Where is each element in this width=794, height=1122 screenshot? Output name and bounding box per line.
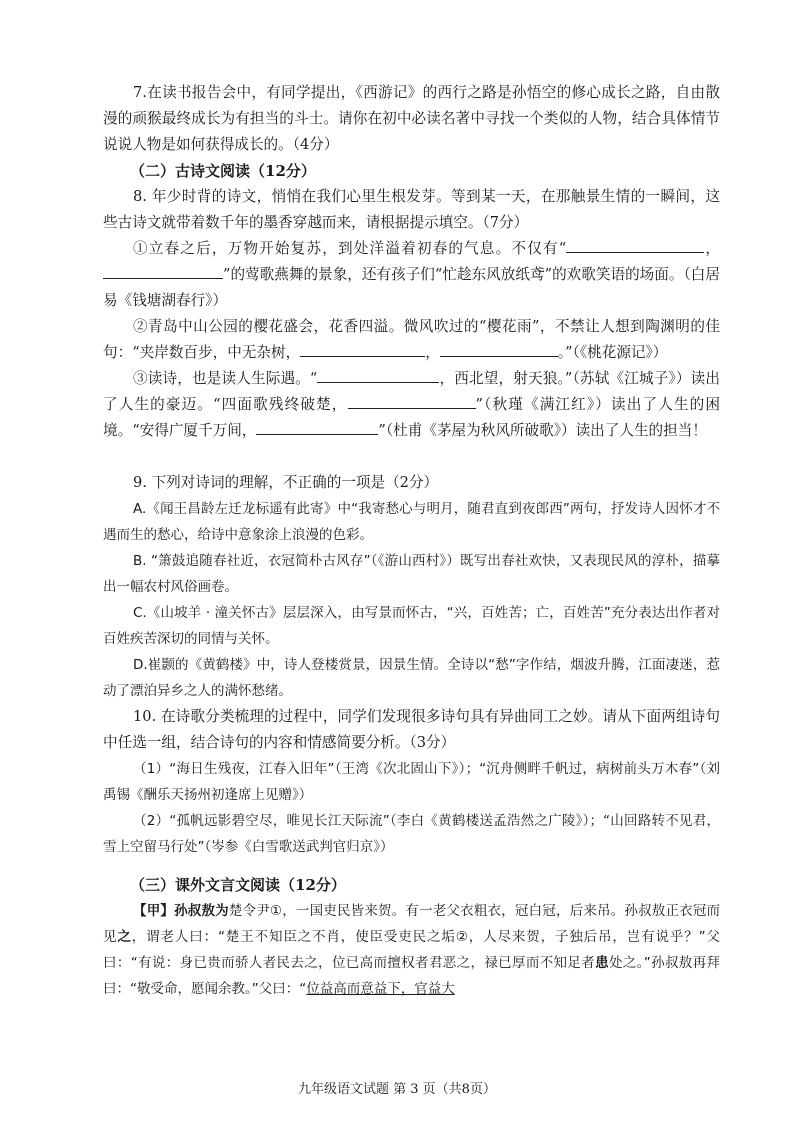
q8-item3-part-b: ，西北望，射天狼。”（苏轼《江城子》）读出了人生的豪迈。“四面歌残终破楚， xyxy=(103,370,720,413)
keyword-huan: 患 xyxy=(595,955,609,971)
q8-item3-part-d: ”（杜甫《茅屋为秋风所破歌》）读出了人生的担当！ xyxy=(378,422,707,439)
answer-blank[interactable] xyxy=(317,366,439,383)
question-9-option-c: C.《山坡羊 · 潼关怀古》层层深入，由写景而怀古，“兴，百姓苦；亡，百姓苦”充分表达出作者对百姓疾苦深切的同情与关怀。 xyxy=(103,605,720,647)
passage-part-a: 【甲】孙叔敖 xyxy=(133,903,216,919)
question-10-stem: 10. 在诗歌分类梳理的过程中，同学们发现很多诗句具有异曲同工之妙。请从下面两组诗句中任选一组，结合诗句的内容和情感简要分析。（3分） xyxy=(103,708,720,751)
passage-part-e: ，谓老人曰：“楚王不知臣之不肖，使臣受吏民之垢②，人尽来贺，子独后吊，岂有说乎？”父曰：“有说：身已贵而骄人者民去之，位已高而擅权者君恶之，禄已厚而不知足者 xyxy=(103,929,721,971)
question-9-stem: 9. 下列对诗词的理解，不正确的一项是（2分） xyxy=(133,474,439,491)
passage-jia xyxy=(103,898,720,1002)
keyword-wei: 为 xyxy=(215,903,229,919)
answer-blank[interactable] xyxy=(103,262,223,279)
question-8-intro xyxy=(103,184,720,236)
answer-blank[interactable] xyxy=(300,340,425,357)
question-8-item-1 xyxy=(103,236,720,314)
answer-blank[interactable] xyxy=(348,392,476,409)
question-7 xyxy=(103,80,720,158)
question-8-intro-text: 8. 年少时背的诗文，悄悄在我们心里生根发芽。等到某一天，在那触景生情的一瞬间，这些古诗文就带着数千年的墨香穿越而来，请根据提示填空。（7分） xyxy=(103,188,720,231)
underlined-sentence: 位益高而意益下，官益大 xyxy=(306,981,455,997)
question-10-group-1: （1）“海日生残夜，江春入旧年”（王湾《次北固山下》）；“沉舟侧畔千帆过，病树前头万木春”（刘禹锡《酬乐天扬州初逢席上见赠》） xyxy=(103,761,720,803)
question-8-item-2 xyxy=(103,314,720,366)
passage-part-c: 楚令尹①，一国吏民皆来贺。有一老父衣粗衣，冠白冠，后来吊。孙叔敖正衣冠而见 xyxy=(103,903,721,945)
q8-item3-part-c: ”（秋瑾《满江红》）读出了人生的困境。“安得广厦千万间， xyxy=(103,396,720,439)
question-9-option-b: B. “箫鼓追随春社近，衣冠简朴古风存”（《游山西村》）既写出春社欢快，又表现民风的淳朴，描摹出一幅农村风俗画卷。 xyxy=(103,553,720,595)
q8-item2-part-a: ②青岛中山公园的樱花盛会，花香四溢。微风吹过的“樱花雨”，不禁让人想到陶渊明的佳句：“夹岸数百步，中无杂树， xyxy=(103,318,720,361)
q8-item2-part-b: ， xyxy=(425,344,440,361)
answer-blank[interactable] xyxy=(256,418,378,435)
answer-blank[interactable] xyxy=(566,236,704,253)
q8-item2-part-c: 。”（《桃花源记》） xyxy=(557,344,668,361)
page-footer: 九年级语文试题 第 3 页（共8页） xyxy=(298,1082,496,1097)
section-2-title: （二）古诗文阅读（12分） xyxy=(130,162,316,180)
keyword-zhi: 之 xyxy=(117,929,132,945)
question-8-item-3 xyxy=(103,366,720,444)
question-7-text: 7.在读书报告会中，有同学提出，《西游记》的西行之路是孙悟空的修心成长之路，自由散漫的顽猴最终成长为有担当的斗士。请你在初中必读名著中寻找一个类似的人物，结合具体情节说说人物是如何获得成长的。（4分） xyxy=(103,84,720,153)
answer-blank[interactable] xyxy=(440,340,558,357)
q8-item1-part-c: ”的莺歌燕舞的景象，还有孩子们“忙趁东风放纸鸢”的欢歌笑语的场面。（白居易《钱塘湖春行》） xyxy=(103,266,720,309)
q8-item1-part-a: ①立春之后，万物开始复苏，到处洋溢着初春的气息。不仅有“ xyxy=(133,240,567,257)
question-9-option-a: A.《闻王昌龄左迁龙标遥有此寄》中“我寄愁心与明月，随君直到夜郎西”两句，抒发诗人因怀才不遇而生的愁心，给诗中意象涂上浪漫的色彩。 xyxy=(103,501,720,543)
question-10-group-2: （2）“孤帆远影碧空尽，唯见长江天际流”（李白《黄鹤楼送孟浩然之广陵》）；“山回路转不见君，雪上空留马行处”（岑参《白雪歌送武判官归京》） xyxy=(103,813,720,855)
section-3-title: （三）课外文言文阅读（12分） xyxy=(130,876,346,894)
q8-item3-part-a: ③读诗，也是读人生际遇。“ xyxy=(133,370,318,387)
passage-part-g: 处之。”孙叔敖再拜曰：“敬受命，愿闻余教。”父曰：“ xyxy=(103,955,720,997)
q8-item1-part-b: ， xyxy=(704,240,720,257)
question-9-option-d: D.崔颢的《黄鹤楼》中，诗人登楼赏景，因景生情。全诗以“愁”字作结，烟波升腾，江面凄迷，惹动了漂泊异乡之人的满怀愁绪。 xyxy=(103,657,720,699)
